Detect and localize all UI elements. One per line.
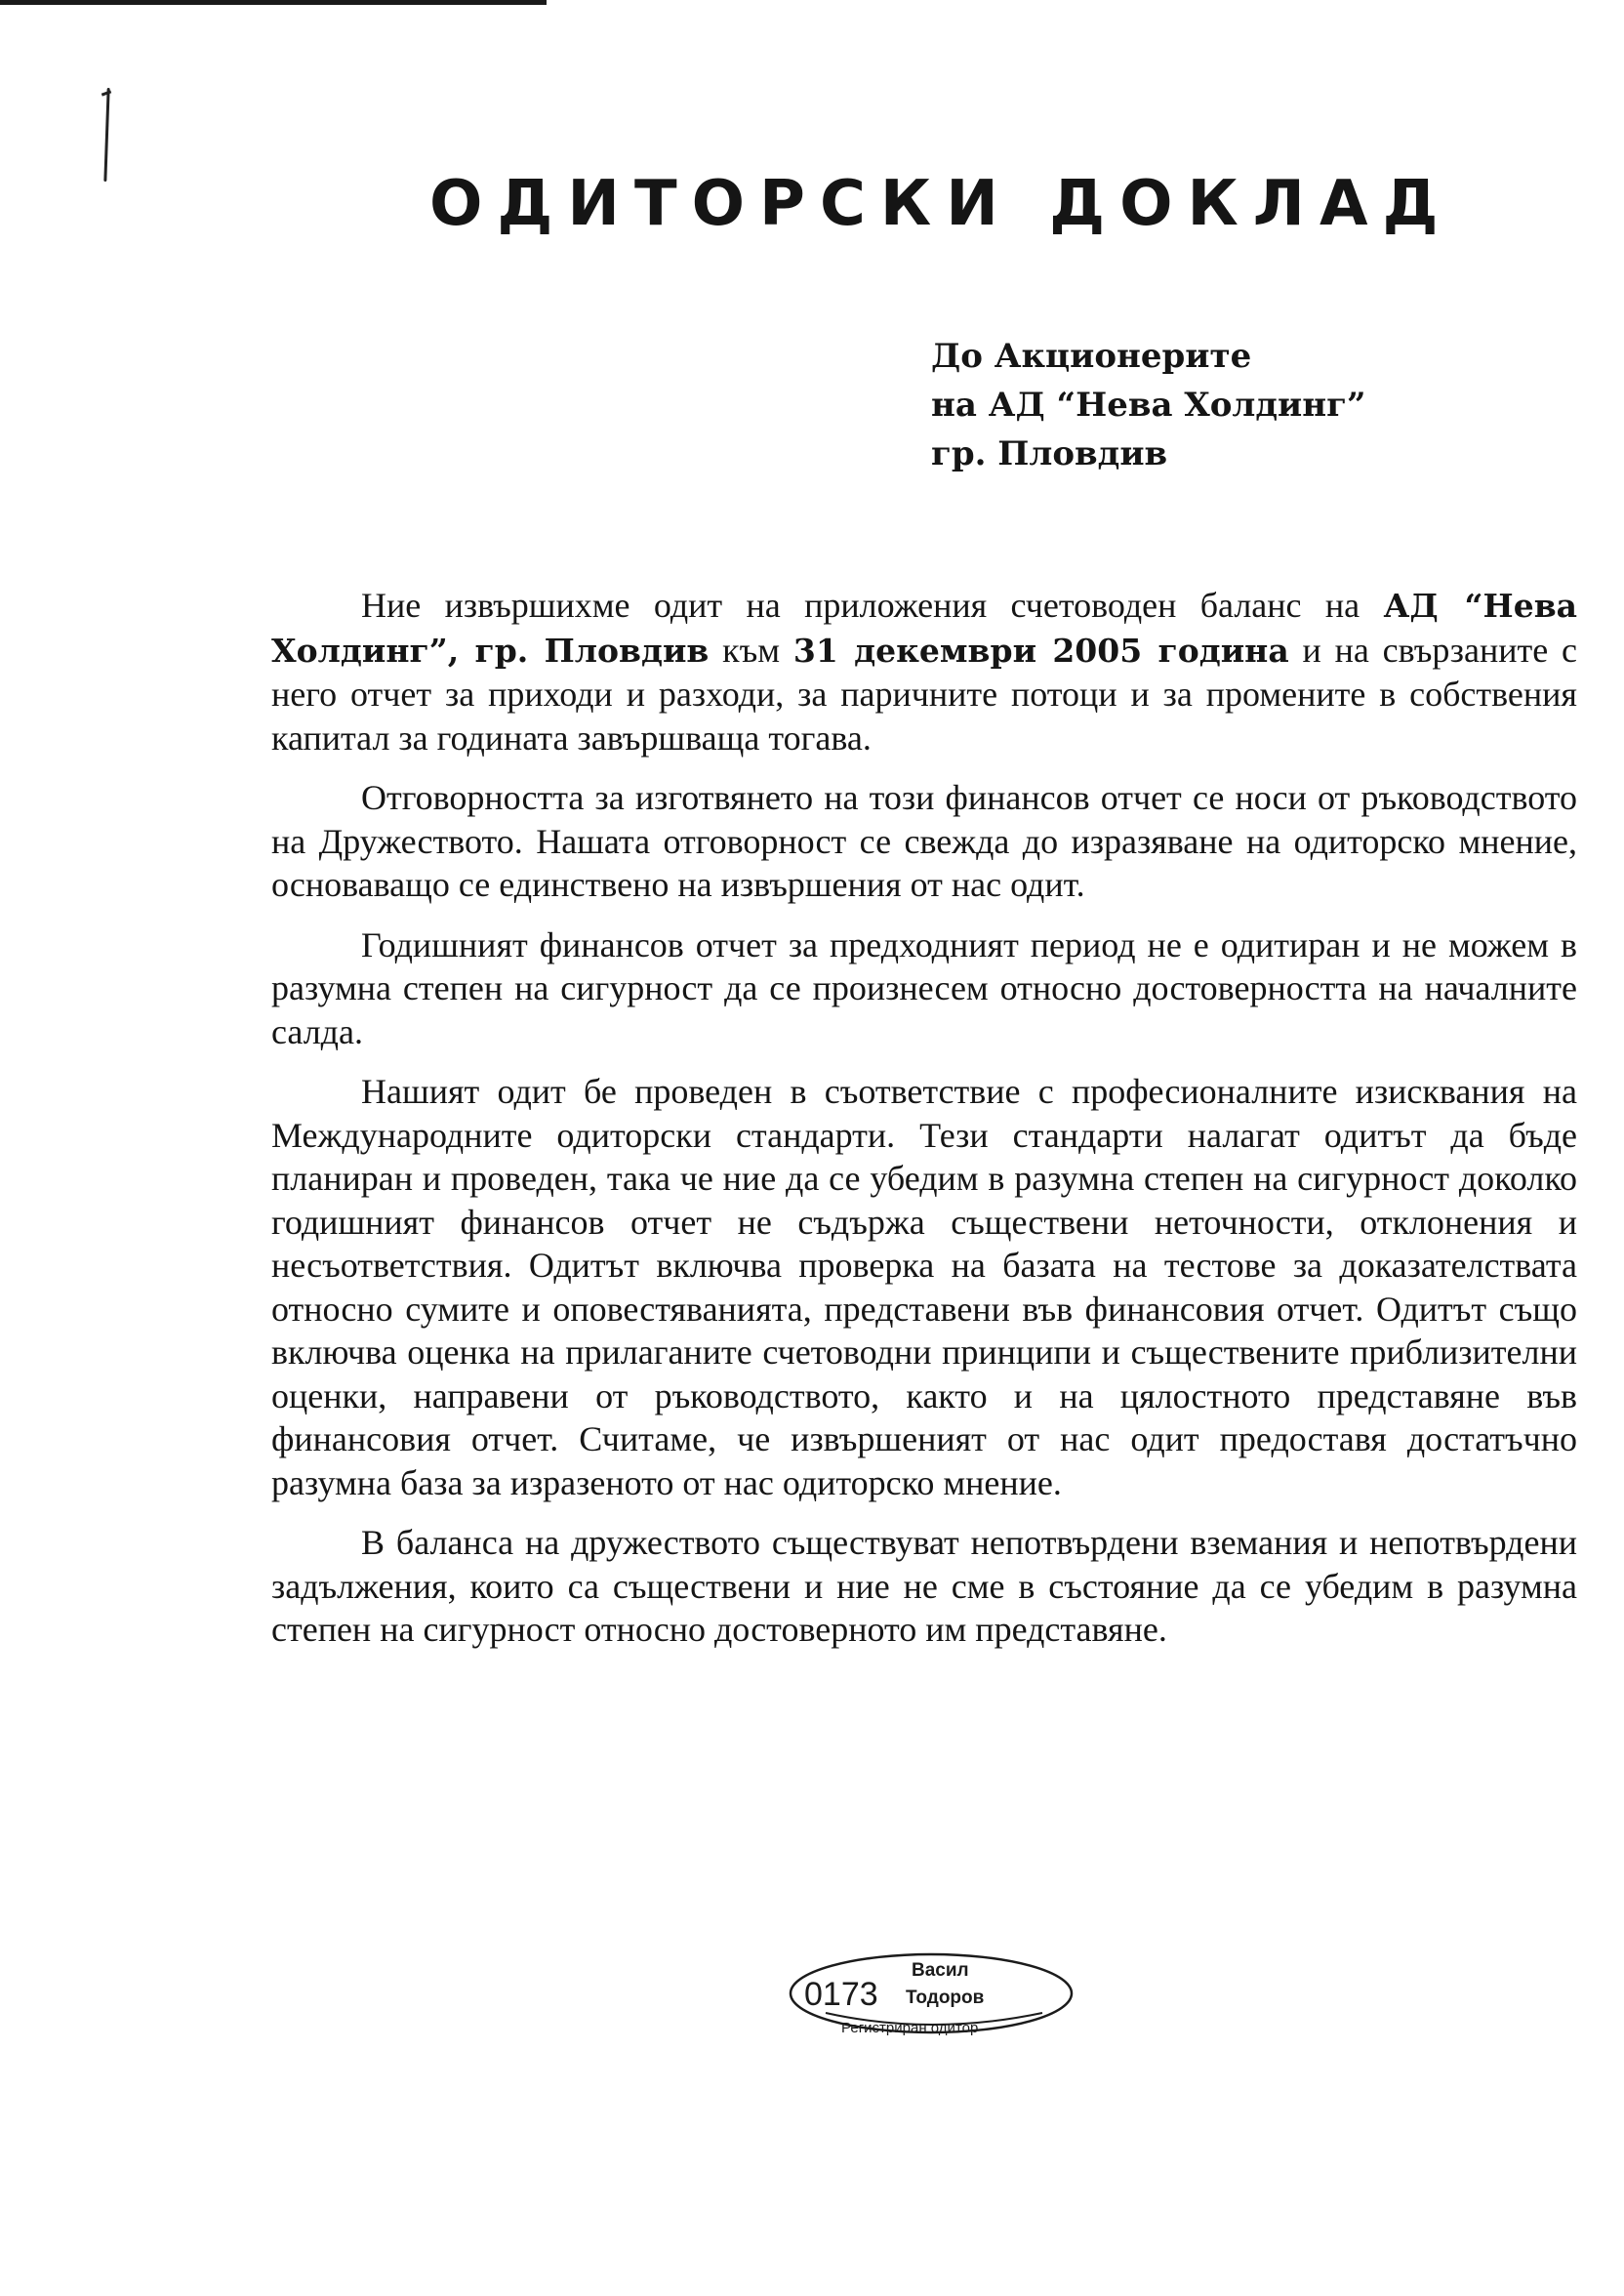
balance-date: 31 декември 2005 година [792, 631, 1289, 670]
report-body [271, 584, 1577, 1668]
scan-mark [103, 88, 109, 182]
paragraph-scope-intro: Ние извършихме одит на приложения счетоводен баланс на [361, 586, 1360, 625]
auditor-stamp [787, 1948, 1076, 2044]
paragraph-audit-standards: Нашият одит бе проведен в съответствие с професионалните изисквания на Международните одиторски стандарти. Тези стандарти налагат одитът да бъде планиран и проведен, така че ние да се убедим в разумна степен на сигурност доколко годишният финансов отчет не съдържа съществени неточности, отклонения и несъответствия. Одитът включва проверка на базата на тестове за доказателствата относно сумите и оповестяванията, представени във финансовия отчет. Одитът също включва оценка на прилаганите счетоводни принципи и съществените приблизителни оценки, направени от ръководството, както и на цялостното представяне във финансовия отчет. Считаме, че извършеният от нас одит предоставя достатъчно разумна база за изразеното от нас одиторско мнение. [271, 1072, 1577, 1502]
document-title: ОДИТОРСКИ ДОКЛАД [429, 168, 1453, 240]
addressee-line: До Акционерите [931, 337, 1252, 376]
paragraph-prior-period: Годишният финансов отчет за предходният период не е одитиран и не можем в разумна степен на сигурност да се произнесем относно достоверността на началните салда. [271, 924, 1577, 1051]
stamp-number: 0173 [804, 1976, 878, 2013]
addressee-line: гр. Пловдив [931, 434, 1168, 473]
paragraph-scope-rest: и на свързаните с него отчет за приходи и разходи, за паричните потоци и за промените в собствения капитал за годината завършваща тогава. [271, 630, 1578, 758]
addressee-block [931, 332, 1556, 478]
scan-edge-line [0, 0, 547, 5]
paragraph-scope-connector: към [722, 630, 781, 670]
stamp-role: Регистриран одитор [841, 2020, 979, 2036]
paragraph-scope [271, 584, 1577, 759]
stamp-first-name: Васил [912, 1960, 969, 1981]
addressee-line: на АД “Нева Холдинг” [931, 386, 1366, 425]
paragraph-responsibility: Отговорността за изготвянето на този финансов отчет се носи от ръководството на Дружеството. Нашата отговорност се свежда до изразяване на одиторско мнение, основаващо се единствено на извършения от нас одит. [271, 778, 1577, 904]
paragraph-unconfirmed-balances: В баланса на дружеството съществуват непотвърдени вземания и непотвърдени задължения, които са съществени и ние не сме в състояние да се убедим в разумна степен на сигурност относно достоверното им представяне. [271, 1523, 1577, 1649]
stamp-last-name: Тодоров [906, 1988, 985, 2008]
company-name: АД “Нева Холдинг”, гр. Пловдив [271, 587, 1578, 670]
